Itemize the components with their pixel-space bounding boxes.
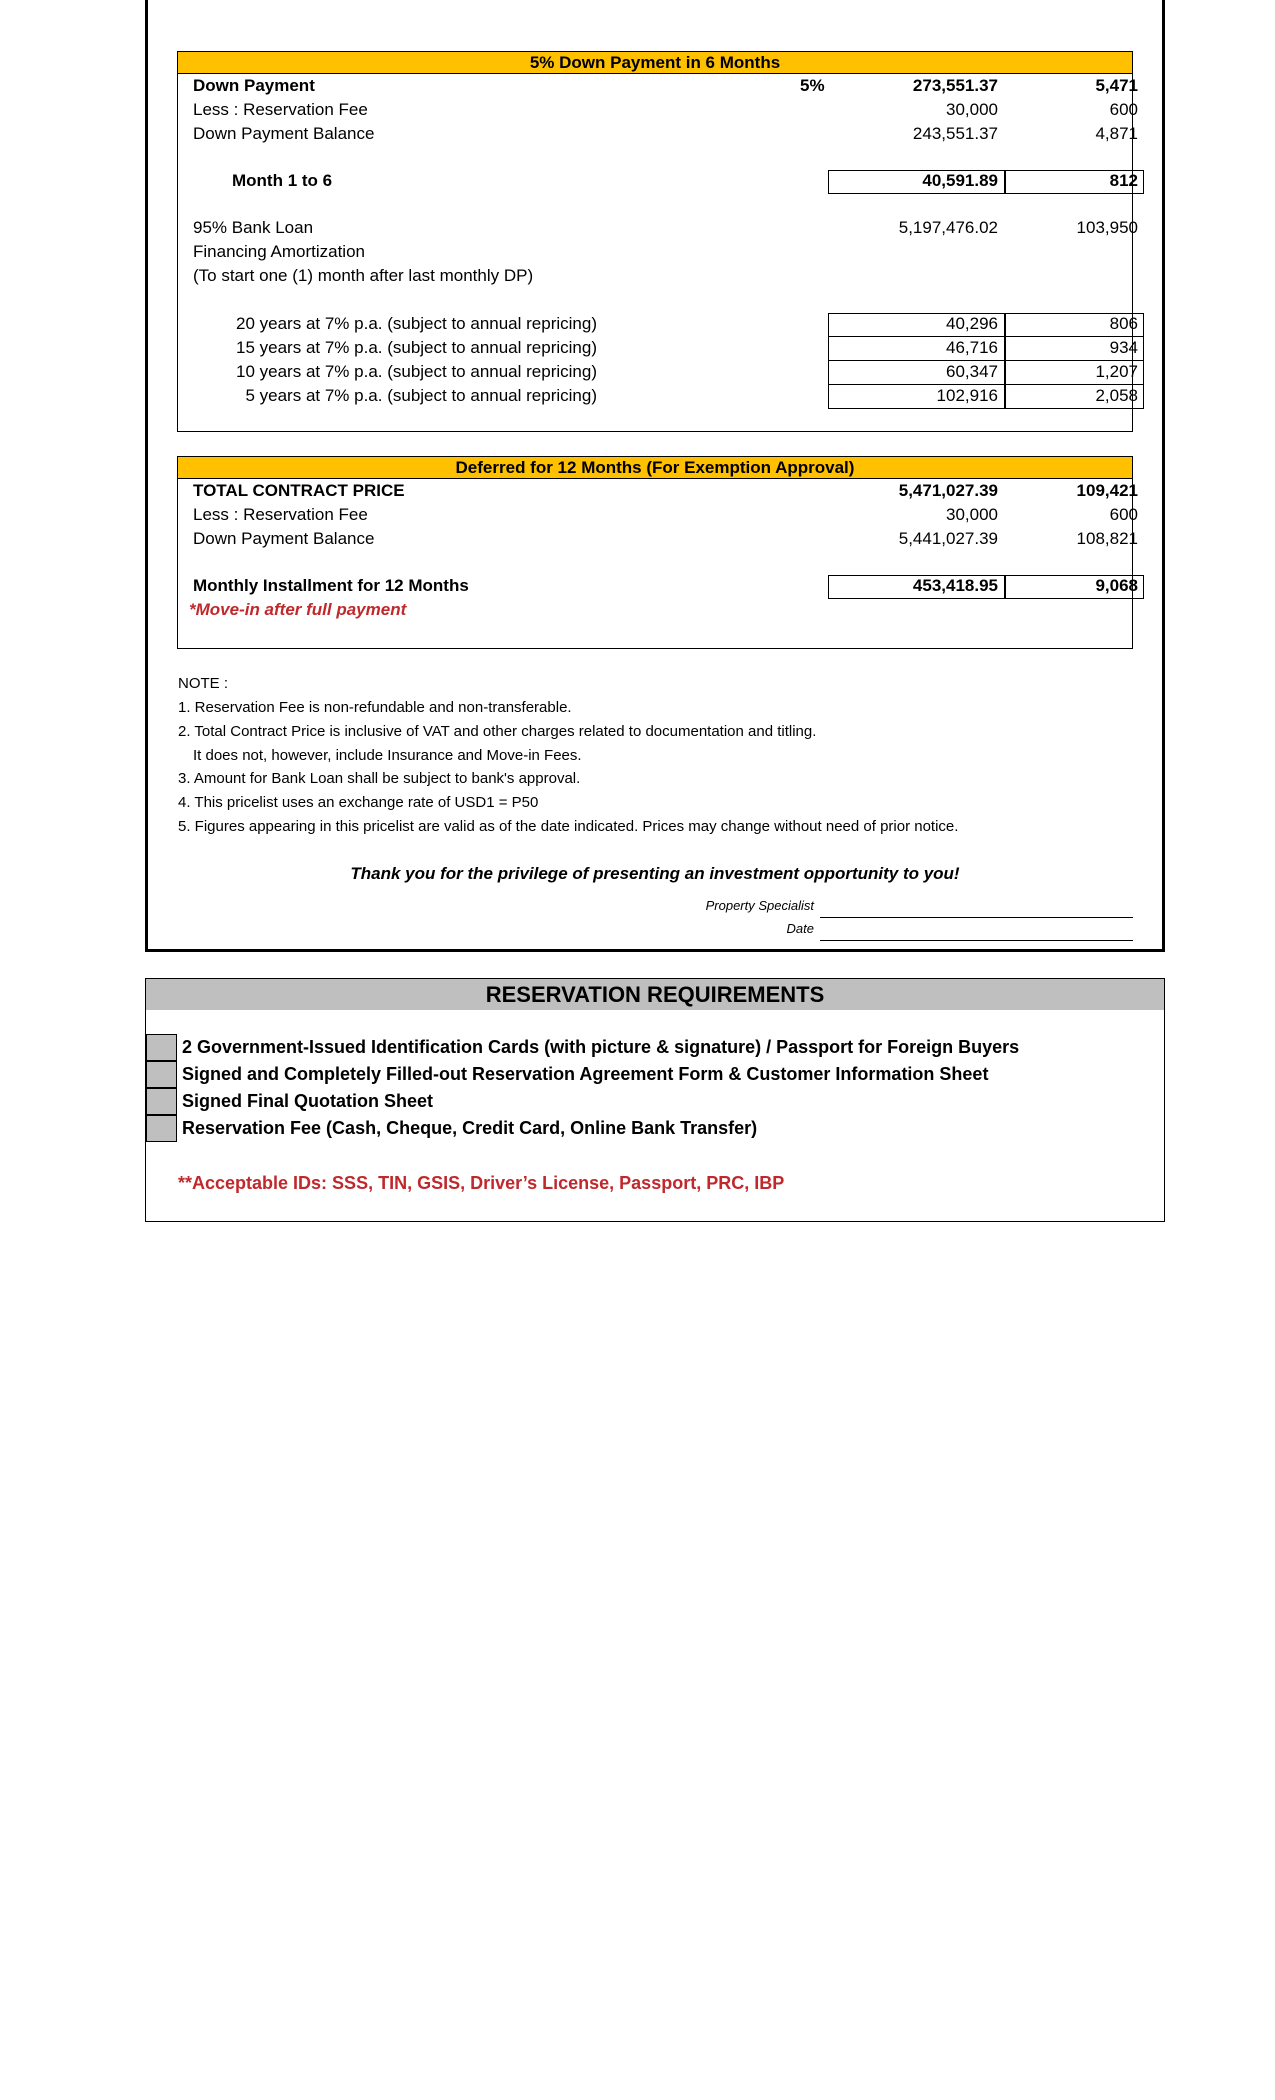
- notes-title: NOTE :: [178, 675, 229, 692]
- bank-loan-php: 5,197,476.02: [898, 218, 998, 237]
- note-item: 4. This pricelist uses an exchange rate of USD1 = P50: [178, 794, 539, 811]
- tcp-php: 5,471,027.39: [898, 481, 998, 500]
- reservation-fee-usd: 600: [1109, 100, 1138, 119]
- requirement-item: 2 Government-Issued Identification Cards (with picture & signature) / Passport for Foreign Buyers: [182, 1037, 1020, 1057]
- requirement-item: Signed Final Quotation Sheet: [182, 1091, 434, 1111]
- note-item: 2. Total Contract Price is inclusive of VAT and other charges related to documentation and titling.: [178, 723, 817, 740]
- amortization-usd-15y: 934: [1109, 338, 1138, 357]
- amortization-php-10y: 60,347: [946, 362, 998, 381]
- bank-loan-usd: 103,950: [1076, 218, 1138, 237]
- tcp-label: TOTAL CONTRACT PRICE: [193, 481, 405, 500]
- date-line[interactable]: [820, 940, 1133, 941]
- thank-you-message: Thank you for the privilege of presenting an investment opportunity to you!: [350, 864, 960, 883]
- move-in-note: *Move-in after full payment: [189, 600, 407, 619]
- installment-usd: 9,068: [1095, 576, 1138, 595]
- requirement-checkbox[interactable]: [146, 1088, 177, 1115]
- dp-balance-label: Down Payment Balance: [193, 124, 375, 143]
- acceptable-ids-note: **Acceptable IDs: SSS, TIN, GSIS, Driver’s License, Passport, PRC, IBP: [178, 1173, 785, 1193]
- financing-label: Financing Amortization: [193, 242, 365, 261]
- amortization-label-15y: 15 years at 7% p.a. (subject to annual repricing): [236, 338, 597, 357]
- reservation-fee-label: Less : Reservation Fee: [193, 100, 368, 119]
- note-item: 5. Figures appearing in this pricelist are valid as of the date indicated. Prices may change without need of prior notice.: [178, 818, 959, 835]
- property-specialist-label: Property Specialist: [705, 898, 814, 913]
- amortization-php-20y: 40,296: [946, 314, 998, 333]
- amortization-php-15y: 46,716: [946, 338, 998, 357]
- property-specialist-line[interactable]: [820, 917, 1133, 918]
- down-payment-label: Down Payment: [193, 76, 315, 95]
- amortization-usd-5y: 2,058: [1095, 386, 1138, 405]
- down-payment-usd: 5,471: [1095, 76, 1138, 95]
- requirement-checkbox[interactable]: [146, 1034, 177, 1061]
- requirement-checkbox[interactable]: [146, 1115, 177, 1142]
- requirement-checkbox[interactable]: [146, 1061, 177, 1088]
- dp-balance-php: 243,551.37: [912, 124, 998, 143]
- amortization-usd-20y: 806: [1109, 314, 1138, 333]
- section-header: 5% Down Payment in 6 Months: [178, 52, 1132, 74]
- amortization-label-10y: 10 years at 7% p.a. (subject to annual repricing): [236, 362, 597, 381]
- installment-label: Monthly Installment for 12 Months: [193, 576, 469, 595]
- reservation-requirements-panel: [145, 978, 1165, 1222]
- down-payment-php: 273,551.37: [912, 76, 998, 95]
- date-label: Date: [786, 921, 814, 936]
- deferred-reservation-fee-php: 30,000: [946, 505, 998, 524]
- deferred-dp-balance-usd: 108,821: [1076, 529, 1138, 548]
- note-item: It does not, however, include Insurance and Move-in Fees.: [193, 747, 582, 764]
- deferred-reservation-fee-label: Less : Reservation Fee: [193, 505, 368, 524]
- amortization-label-20y: 20 years at 7% p.a. (subject to annual repricing): [236, 314, 597, 333]
- monthly-dp-php: 40,591.89: [922, 171, 998, 190]
- deferred-dp-balance-php: 5,441,027.39: [898, 529, 998, 548]
- installment-php: 453,418.95: [912, 576, 998, 595]
- monthly-dp-usd: 812: [1109, 171, 1138, 190]
- tcp-usd: 109,421: [1076, 481, 1138, 500]
- requirement-item: Reservation Fee (Cash, Cheque, Credit Card, Online Bank Transfer): [182, 1118, 758, 1138]
- financing-note: (To start one (1) month after last monthly DP): [193, 266, 534, 285]
- amortization-label-5y: 5 years at 7% p.a. (subject to annual repricing): [245, 386, 597, 405]
- down-payment-pct: 5%: [800, 76, 825, 95]
- monthly-dp-label: Month 1 to 6: [232, 171, 333, 190]
- amortization-usd-10y: 1,207: [1095, 362, 1138, 381]
- requirement-item: Signed and Completely Filled-out Reservation Agreement Form & Customer Information Sheet: [182, 1064, 989, 1084]
- bank-loan-label: 95% Bank Loan: [193, 218, 314, 237]
- note-item: 1. Reservation Fee is non-refundable and non-transferable.: [178, 699, 572, 716]
- reservation-fee-php: 30,000: [946, 100, 998, 119]
- note-item: 3. Amount for Bank Loan shall be subject to bank's approval.: [178, 770, 581, 787]
- deferred-reservation-fee-usd: 600: [1109, 505, 1138, 524]
- dp-balance-usd: 4,871: [1095, 124, 1138, 143]
- requirements-header: RESERVATION REQUIREMENTS: [146, 979, 1164, 1010]
- amortization-php-5y: 102,916: [936, 386, 998, 405]
- deferred-dp-balance-label: Down Payment Balance: [193, 529, 375, 548]
- section-header: Deferred for 12 Months (For Exemption Approval): [178, 457, 1132, 479]
